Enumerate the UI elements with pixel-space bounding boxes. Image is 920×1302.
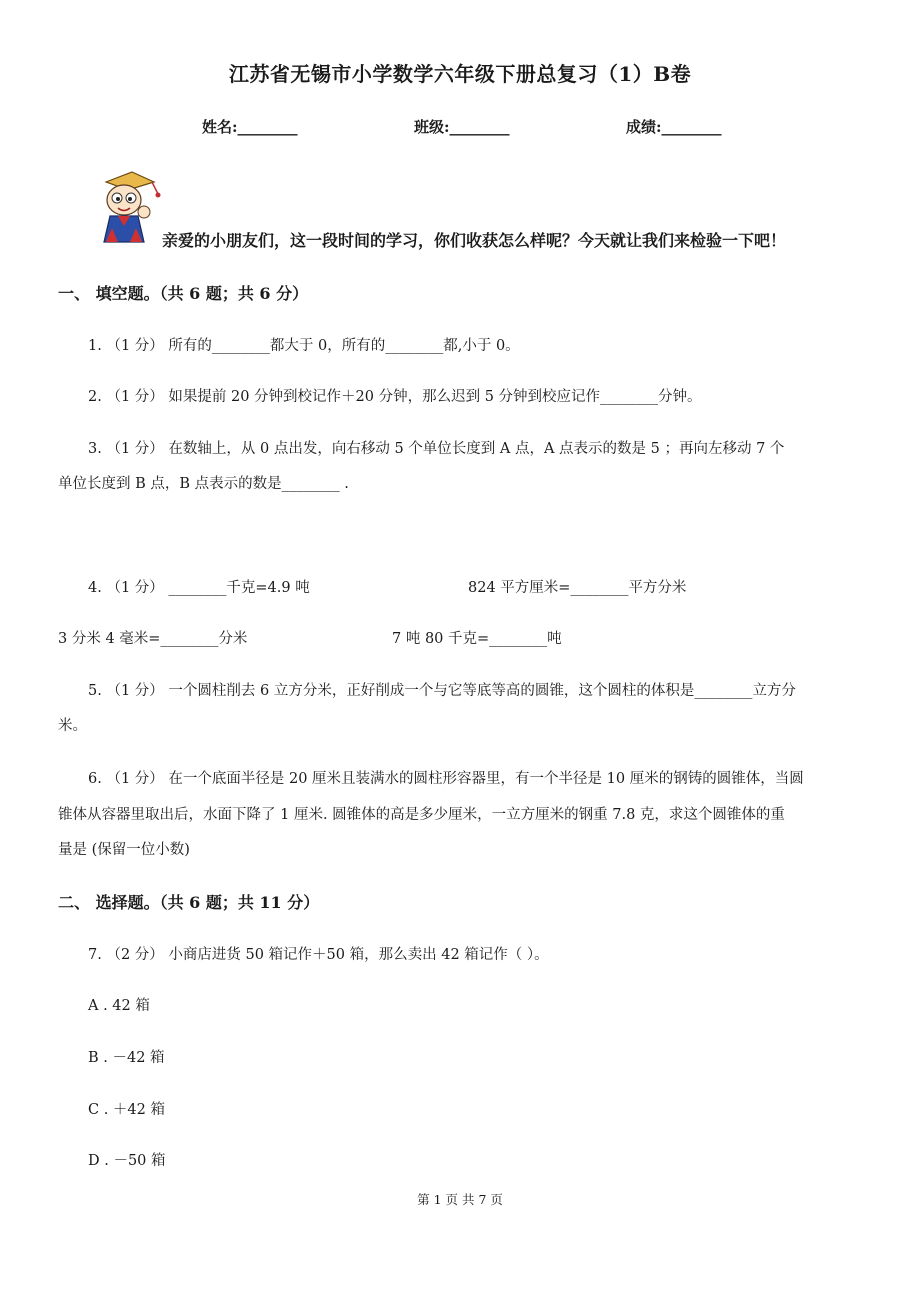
greeting-text: 亲爱的小朋友们，这一段时间的学习，你们收获怎么样呢？今天就让我们来检验一下吧！ [162,231,787,250]
score-field-label: 成绩:________ [626,118,722,136]
question-7: 7. （2 分） 小商店进货 50 箱记作＋50 箱，那么卖出 42 箱记作（ ）。 [88,947,549,963]
question-6-line-1: 6. （1 分） 在一个底面半径是 20 厘米且装满水的圆柱形容器里，有一个半径是 10 厘米的钢铸的圆锥体，当圆 [88,771,804,787]
option-b[interactable]: B . －42 箱 [88,1050,165,1066]
question-4-part-a: 4. （1 分） ________千克=4.9 吨 [88,580,310,596]
name-field-label: 姓名:________ [202,118,298,136]
question-3-line-2: 单位长度到 B 点，B 点表示的数是________ . [58,476,349,492]
question-1: 1. （1 分） 所有的________都大于 0，所有的________都,小于 0。 [88,338,520,354]
page-footer: 第 1 页 共 7 页 [417,1192,503,1207]
question-3-line-1: 3. （1 分） 在数轴上，从 0 点出发，向右移动 5 个单位长度到 A 点，A 点表示的数是 5 ；再向左移动 7 个 [88,441,785,457]
cartoon-scholar-mascot-icon [88,168,166,246]
section-choice-title: 二、 选择题。（共 6 题；共 11 分） [58,893,320,912]
option-c[interactable]: C . ＋42 箱 [88,1102,165,1118]
option-d[interactable]: D . －50 箱 [88,1153,166,1169]
question-4-part-d: 7 吨 80 千克=________吨 [392,631,562,647]
option-a[interactable]: A . 42 箱 [88,998,150,1014]
question-4-part-b: 824 平方厘米=________平方分米 [468,580,687,596]
question-5-line-2: 米。 [58,718,87,734]
page-title: 江苏省无锡市小学数学六年级下册总复习（1）B卷 [228,62,692,86]
class-field-label: 班级:________ [414,118,510,136]
question-6-line-2: 锥体从容器里取出后，水面下降了 1 厘米. 圆锥体的高是多少厘米，一立方厘米的钢重 7.8 克，求这个圆锥体的重 [58,807,785,823]
question-4-part-c: 3 分米 4 毫米=________分米 [58,631,248,647]
question-6-line-3: 量是 (保留一位小数) [58,842,190,858]
section-fill-in-title: 一、 填空题。（共 6 题；共 6 分） [58,284,309,303]
question-5-line-1: 5. （1 分） 一个圆柱削去 6 立方分米，正好削成一个与它等底等高的圆锥，这个圆柱的体积是________立方分 [88,683,796,699]
question-2: 2. （1 分） 如果提前 20 分钟到校记作＋20 分钟，那么迟到 5 分钟到校应记作________分钟。 [88,389,702,405]
